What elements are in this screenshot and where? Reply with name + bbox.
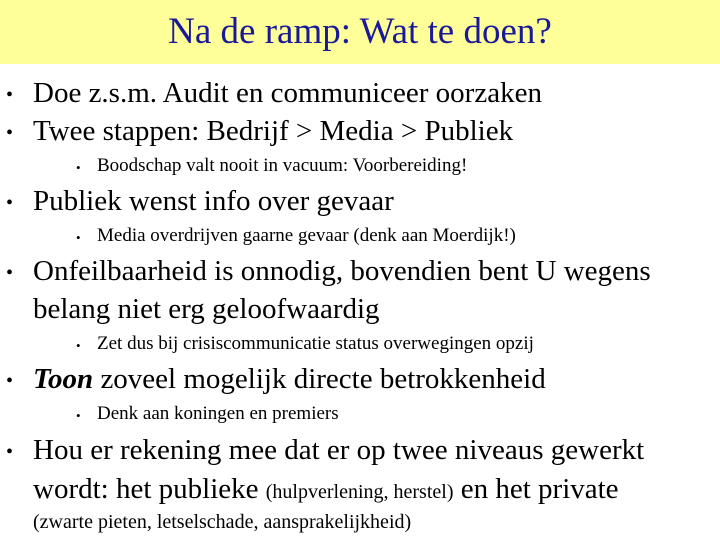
subbullet-text: Zet dus bij crisiscommunicatie status overwegingen opzij: [97, 333, 534, 354]
bullet-text: Doe z.s.m. Audit en communiceer oorzaken: [33, 77, 542, 109]
bullet-text-line2: [33, 472, 619, 509]
bullet-text-line2: belang niet erg geloofwaardig: [33, 293, 380, 325]
bullet-dot-icon: •: [6, 192, 14, 214]
bullet-text-line3: (zwarte pieten, letselschade, aansprakelijkheid): [33, 511, 412, 533]
subbullet-text: Boodschap valt nooit in vacuum: Voorbereiding!: [97, 155, 468, 176]
bullet-text: [33, 362, 546, 396]
slide-title: Na de ramp: Wat te doen?: [168, 11, 552, 52]
bullet-dot-icon: •: [76, 230, 81, 245]
bullet-dot-icon: •: [6, 370, 14, 392]
bullet-dot-icon: •: [6, 441, 14, 463]
subbullet-text: Media overdrijven gaarne gevaar (denk aan Moerdijk!): [97, 225, 516, 246]
bullet-dot-icon: •: [6, 84, 14, 106]
line2-part-c: en het private: [453, 473, 619, 505]
bullet-text: Publiek wenst info over gevaar: [33, 185, 394, 217]
bullet-dot-icon: •: [76, 408, 81, 423]
emphasis-word: Toon: [33, 363, 94, 395]
bullet-text: Twee stappen: Bedrijf > Media > Publiek: [33, 115, 514, 147]
bullet-dot-icon: •: [6, 122, 14, 144]
bullet-dot-icon: •: [6, 262, 14, 284]
subbullet-text: Denk aan koningen en premiers: [97, 403, 339, 424]
bullet-text-rest: zoveel mogelijk directe betrokkenheid: [93, 363, 546, 395]
bullet-text-line1: Onfeilbaarheid is onnodig, bovendien bent U wegens: [33, 255, 651, 287]
line2-part-a: wordt: het publieke: [33, 473, 266, 505]
bullet-text-line1: Hou er rekening mee dat er op twee niveaus gewerkt: [33, 434, 645, 466]
line2-part-b: (hulpverlening, herstel): [265, 481, 454, 503]
bullet-dot-icon: •: [76, 338, 81, 353]
bullet-dot-icon: •: [76, 160, 81, 175]
